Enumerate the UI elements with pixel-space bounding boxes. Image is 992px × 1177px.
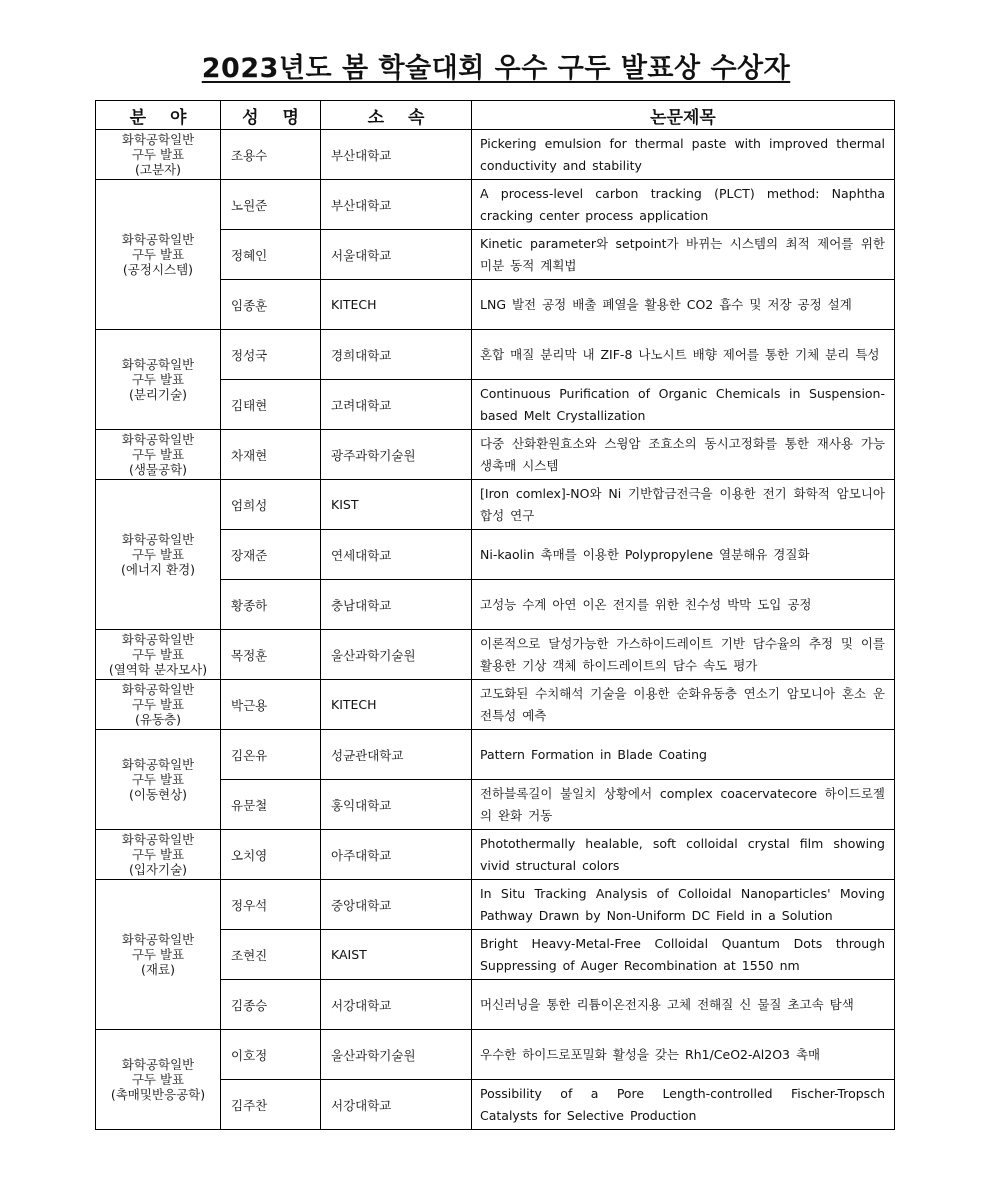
aff-cell: 서강대학교 <box>321 1080 472 1130</box>
field-line: (재료) <box>141 962 175 977</box>
awardees-table <box>95 100 895 1130</box>
field-line: (입자기술) <box>128 862 188 877</box>
table-row <box>96 880 895 930</box>
aff-cell: 연세대학교 <box>321 530 472 580</box>
paper-title-cell: 전하블록길이 불일치 상황에서 complex coacervatecore 하이드로젤의 완화 거동 <box>472 780 895 830</box>
paper-title-cell: 고성능 수계 아연 이온 전지를 위한 친수성 박막 도입 공정 <box>472 580 895 630</box>
field-line: (공정시스템) <box>122 262 194 277</box>
aff-cell: 성균관대학교 <box>321 730 472 780</box>
name-cell: 김태현 <box>221 380 321 430</box>
table-row <box>96 130 895 180</box>
field-line: 화학공학일반 <box>121 432 195 447</box>
field-line: 화학공학일반 <box>121 682 195 697</box>
aff-cell: KIST <box>321 480 472 530</box>
aff-cell: 광주과학기술원 <box>321 430 472 480</box>
aff-cell: 아주대학교 <box>321 830 472 880</box>
field-cell <box>96 480 221 630</box>
field-line: (고분자) <box>135 162 181 177</box>
field-line: 구두 발표 <box>131 372 185 387</box>
name-cell: 조현진 <box>221 930 321 980</box>
field-line: (분리기술) <box>128 387 188 402</box>
aff-cell: 고려대학교 <box>321 380 472 430</box>
table-row <box>96 330 895 380</box>
field-line: (열역학 분자모사) <box>108 662 208 677</box>
field-line: 구두 발표 <box>131 947 185 962</box>
field-line: 화학공학일반 <box>121 132 195 147</box>
name-cell: 엄희성 <box>221 480 321 530</box>
document-title-text: 2023년도 봄 학술대회 우수 구두 발표상 수상자 <box>201 53 791 84</box>
table-row <box>96 630 895 680</box>
paper-title-cell: Photothermally healable, soft colloidal crystal film showing vivid structural colors <box>472 830 895 880</box>
name-cell: 유문철 <box>221 780 321 830</box>
paper-title-cell: 혼합 매질 분리막 내 ZIF-8 나노시트 배향 제어를 통한 기체 분리 특성 <box>472 330 895 380</box>
document-title <box>0 46 992 85</box>
field-line: (에너지 환경) <box>120 562 196 577</box>
paper-title-cell: In Situ Tracking Analysis of Colloidal Nanoparticles' Moving Pathway Drawn by Non-Uniform DC Field in a Solution <box>472 880 895 930</box>
aff-cell: 울산과학기술원 <box>321 630 472 680</box>
field-line: (생물공학) <box>128 462 188 477</box>
aff-cell: 서강대학교 <box>321 980 472 1030</box>
paper-title-cell: Bright Heavy-Metal-Free Colloidal Quantum Dots through Suppressing of Auger Recombination at 1550 nm <box>472 930 895 980</box>
paper-title-cell: Ni-kaolin 촉매를 이용한 Polypropylene 열분해유 경질화 <box>472 530 895 580</box>
field-line: 화학공학일반 <box>121 757 195 772</box>
header-paper-title: 논문제목 <box>472 101 895 130</box>
name-cell: 오치영 <box>221 830 321 880</box>
header-field: 분 야 <box>96 101 221 130</box>
paper-title-cell: Pattern Formation in Blade Coating <box>472 730 895 780</box>
aff-cell: 충남대학교 <box>321 580 472 630</box>
field-line: 화학공학일반 <box>121 632 195 647</box>
header-affiliation: 소 속 <box>321 101 472 130</box>
field-cell <box>96 130 221 180</box>
paper-title-cell: [Iron comlex]-NO와 Ni 기반합금전극을 이용한 전기 화학적 암모니아 합성 연구 <box>472 480 895 530</box>
name-cell: 장재준 <box>221 530 321 580</box>
table-header-row <box>96 101 895 130</box>
field-line: (이동현상) <box>128 787 188 802</box>
field-cell <box>96 430 221 480</box>
name-cell: 정성국 <box>221 330 321 380</box>
name-cell: 정우석 <box>221 880 321 930</box>
name-cell: 황종하 <box>221 580 321 630</box>
paper-title-cell: Possibility of a Pore Length-controlled Fischer-Tropsch Catalysts for Selective Production <box>472 1080 895 1130</box>
field-cell <box>96 180 221 330</box>
paper-title-cell: Kinetic parameter와 setpoint가 바뀌는 시스템의 최적 제어를 위한 미분 동적 계획법 <box>472 230 895 280</box>
name-cell: 조용수 <box>221 130 321 180</box>
field-line: 화학공학일반 <box>121 932 195 947</box>
name-cell: 김종승 <box>221 980 321 1030</box>
field-line: 구두 발표 <box>131 1072 185 1087</box>
field-cell <box>96 630 221 680</box>
field-cell <box>96 330 221 430</box>
name-cell: 차재현 <box>221 430 321 480</box>
table-body <box>96 130 895 1130</box>
paper-title-cell: LNG 발전 공정 배출 폐열을 활용한 CO2 흡수 및 저장 공정 설계 <box>472 280 895 330</box>
field-line: 구두 발표 <box>131 547 185 562</box>
aff-cell: KAIST <box>321 930 472 980</box>
name-cell: 노원준 <box>221 180 321 230</box>
field-cell <box>96 730 221 830</box>
name-cell: 임종훈 <box>221 280 321 330</box>
field-line: (유동층) <box>135 712 181 727</box>
paper-title-cell: 다중 산화환원효소와 스윙암 조효소의 동시고정화를 통한 재사용 가능 생촉매 시스템 <box>472 430 895 480</box>
field-line: 구두 발표 <box>131 147 185 162</box>
field-line: 구두 발표 <box>131 847 185 862</box>
header-name: 성 명 <box>221 101 321 130</box>
field-line: 구두 발표 <box>131 772 185 787</box>
field-line: 화학공학일반 <box>121 232 195 247</box>
field-line: (촉매및반응공학) <box>110 1087 206 1102</box>
field-line: 화학공학일반 <box>121 357 195 372</box>
name-cell: 목정훈 <box>221 630 321 680</box>
field-line: 화학공학일반 <box>121 532 195 547</box>
field-line: 구두 발표 <box>131 647 185 662</box>
field-line: 구두 발표 <box>131 697 185 712</box>
paper-title-cell: 우수한 하이드로포밀화 활성을 갖는 Rh1/CeO2-Al2O3 촉매 <box>472 1030 895 1080</box>
name-cell: 김온유 <box>221 730 321 780</box>
field-line: 구두 발표 <box>131 447 185 462</box>
table-row <box>96 430 895 480</box>
aff-cell: 부산대학교 <box>321 130 472 180</box>
name-cell: 김주찬 <box>221 1080 321 1130</box>
paper-title-cell: 이론적으로 달성가능한 가스하이드레이트 기반 담수율의 추정 및 이를 활용한 기상 객체 하이드레이트의 담수 속도 평가 <box>472 630 895 680</box>
field-cell <box>96 830 221 880</box>
field-cell <box>96 1030 221 1130</box>
field-line: 화학공학일반 <box>121 832 195 847</box>
table-row <box>96 830 895 880</box>
table-row <box>96 730 895 780</box>
aff-cell: 부산대학교 <box>321 180 472 230</box>
paper-title-cell: Continuous Purification of Organic Chemicals in Suspension-based Melt Crystallization <box>472 380 895 430</box>
field-cell <box>96 880 221 1030</box>
aff-cell: 경희대학교 <box>321 330 472 380</box>
aff-cell: 울산과학기술원 <box>321 1030 472 1080</box>
name-cell: 이호정 <box>221 1030 321 1080</box>
aff-cell: 홍익대학교 <box>321 780 472 830</box>
table-row <box>96 480 895 530</box>
table-row <box>96 180 895 230</box>
paper-title-cell: 머신러닝을 통한 리튬이온전지용 고체 전해질 신 물질 초고속 탐색 <box>472 980 895 1030</box>
paper-title-cell: A process-level carbon tracking (PLCT) method: Naphtha cracking center process application <box>472 180 895 230</box>
aff-cell: 중앙대학교 <box>321 880 472 930</box>
paper-title-cell: Pickering emulsion for thermal paste with improved thermal conductivity and stability <box>472 130 895 180</box>
paper-title-cell: 고도화된 수치해석 기술을 이용한 순화유동층 연소기 암모니아 혼소 운전특성 예측 <box>472 680 895 730</box>
field-line: 구두 발표 <box>131 247 185 262</box>
aff-cell: KITECH <box>321 280 472 330</box>
name-cell: 정혜인 <box>221 230 321 280</box>
table-row <box>96 1030 895 1080</box>
field-cell <box>96 680 221 730</box>
field-line: 화학공학일반 <box>121 1057 195 1072</box>
table-row <box>96 680 895 730</box>
aff-cell: KITECH <box>321 680 472 730</box>
name-cell: 박근용 <box>221 680 321 730</box>
aff-cell: 서울대학교 <box>321 230 472 280</box>
